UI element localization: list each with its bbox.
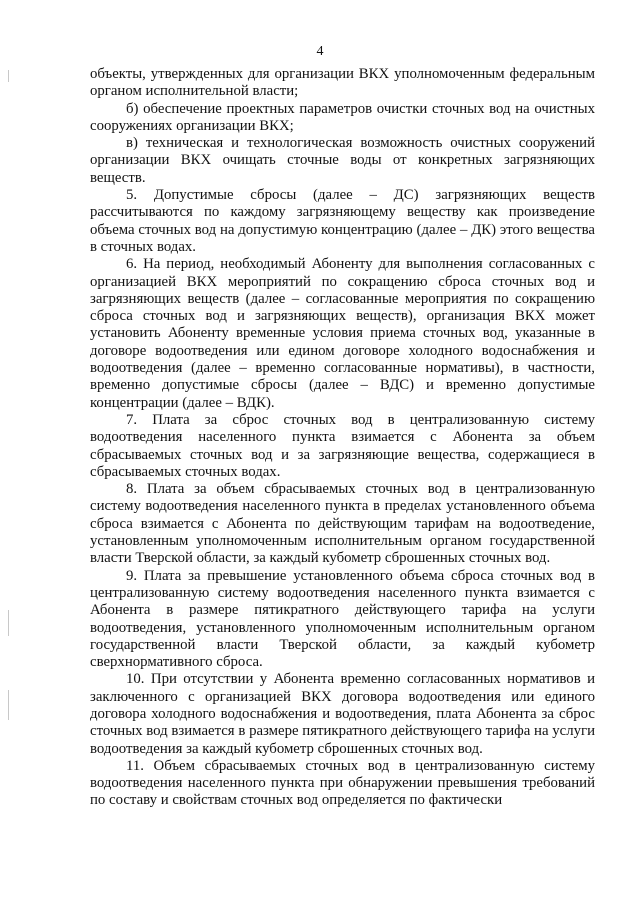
document-body: [90, 66, 595, 810]
clause-7: 7. Плата за сброс сточных вод в централизованную систему водоотведения населенного пункта взимается с Абонента за объем сбрасываемых сточных вод и за загрязняющие вещества, содержащиеся в сбрасываемых сточных водах.: [90, 411, 595, 480]
clause-9: 9. Плата за превышение установленного объема сброса сточных вод в централизованную систему водоотведения населенного пункта взимается с Абонента в размере пятикратного действующего тарифа на услуги водоотведения, установленного уполномоченным исполнительным органом государственной власти Тверской области, за каждый кубометр сверхнормативного сброса.: [90, 567, 595, 671]
list-item-b: б) обеспечение проектных параметров очистки сточных вод на очистных сооружениях организации ВКХ;: [90, 100, 595, 134]
scan-margin-mark: [8, 610, 9, 636]
paragraph-continuation: объекты, утвержденных для организации ВКХ уполномоченным федеральным органом исполнительной власти;: [90, 66, 595, 100]
clause-6: 6. На период, необходимый Абоненту для выполнения согласованных с организацией ВКХ мероприятий по сокращению сброса сточных вод и загрязняющих веществ (далее – согласованные мероприятия по сокращению сброса сточных вод и загрязняющих веществ), организация ВКХ может установить Абоненту временные условия приема сточных вод, указанные в договоре водоотведения или едином договоре холодного водоснабжения и водоотведения (далее – временно согласованные нормативы), в частности, временно допустимые сбросы (далее – ВДС) и временно допустимые концентрации (далее – ВДК).: [90, 256, 595, 411]
scan-margin-mark: [8, 70, 9, 82]
clause-8: 8. Плата за объем сбрасываемых сточных вод в централизованную систему водоотведения населенного пункта в пределах установленного объема сброса взимается с Абонента по действующим тарифам на водоотведение, установленным уполномоченным исполнительным органом государственной власти Тверской области, за каждый кубометр сброшенных сточных вод.: [90, 481, 595, 567]
list-item-v: в) техническая и технологическая возможность очистных сооружений организации ВКХ очищать сточные воды от конкретных загрязняющих веществ.: [90, 135, 595, 186]
page-number: 4: [316, 44, 324, 59]
clause-5: 5. Допустимые сбросы (далее – ДС) загрязняющих веществ рассчитываются по каждому загрязняющему веществу как произведение объема сточных вод на допустимую концентрацию (далее – ДК) этого вещества в сточных водах.: [90, 187, 595, 255]
clause-10: 10. При отсутствии у Абонента временно согласованных нормативов и заключенного с организацией ВКХ договора водоотведения или единого договора холодного водоснабжения и водоотведения, плата Абонента за сброс сточных вод взимается в размере пятикратного действующего тарифа на услуги водоотведения за каждый кубометр сброшенных сточных вод.: [90, 671, 595, 757]
clause-11: 11. Объем сбрасываемых сточных вод в централизованную систему водоотведения населенного пункта при обнаружении превышения требований по составу и свойствам сточных вод определяется по фактически: [90, 757, 595, 809]
scan-margin-mark: [8, 690, 9, 720]
